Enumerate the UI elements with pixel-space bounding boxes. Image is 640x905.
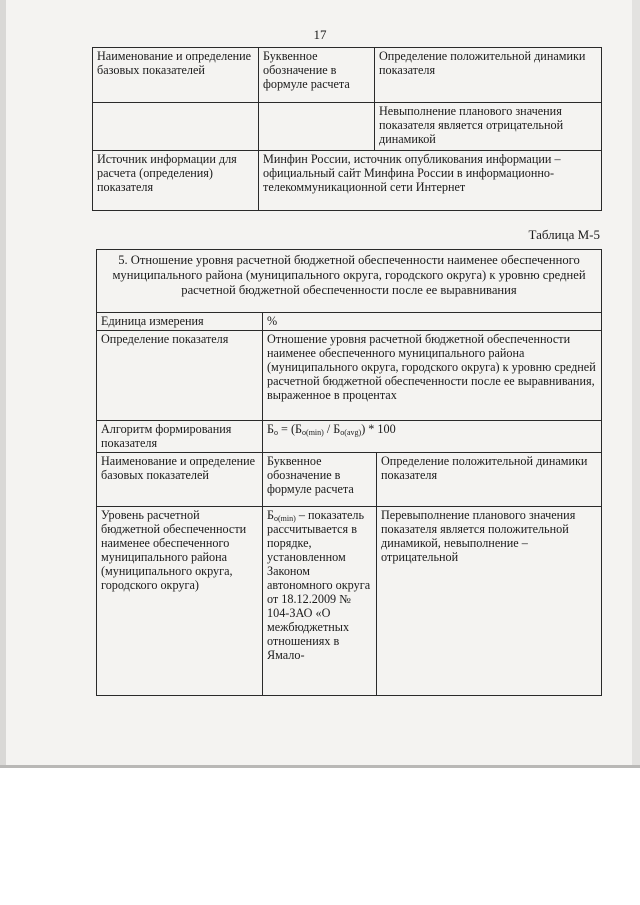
table-header-row xyxy=(93,48,602,103)
symbol-sub: о(min) xyxy=(274,514,296,523)
table-row xyxy=(97,507,602,696)
symbol-letter: Б xyxy=(267,508,274,522)
source-label: Источник информации для расчета (определения) показателя xyxy=(93,151,259,211)
header-cell-dynamics: Определение положительной динамики показателя xyxy=(377,453,602,507)
unit-label: Единица измерения xyxy=(97,313,263,331)
scan-bottom-edge xyxy=(0,765,640,768)
source-value: Минфин России, источник опубликования информации – официальный сайт Минфина России в информационно-телекоммуникационной сети Интернет xyxy=(259,151,602,211)
table-row xyxy=(97,421,602,453)
header-cell-dynamics: Определение положительной динамики показателя xyxy=(375,48,602,103)
unit-value: % xyxy=(263,313,602,331)
formula-eq-open: = (Б xyxy=(278,422,303,436)
indicator-table-m5 xyxy=(96,249,602,696)
scan-left-edge xyxy=(0,0,6,768)
formula-avg-sub: о(avg) xyxy=(340,428,362,437)
table-row xyxy=(97,331,602,421)
table-header-row xyxy=(97,453,602,507)
empty-cell xyxy=(259,103,375,151)
algorithm-label: Алгоритм формирования показателя xyxy=(97,421,263,453)
header-cell-name: Наименование и определение базовых показателей xyxy=(93,48,259,103)
table-row xyxy=(93,103,602,151)
base-indicator-name: Уровень расчетной бюджетной обеспеченности наименее обеспеченного муниципального района (муниципального округа, городского округа) xyxy=(97,507,263,696)
definition-label: Определение показателя xyxy=(97,331,263,421)
base-indicator-symbol xyxy=(263,507,377,696)
scan-right-edge xyxy=(632,0,640,768)
formula-lhs: Б xyxy=(267,422,274,436)
table-row xyxy=(97,313,602,331)
indicator-table-continued xyxy=(92,47,602,211)
formula-div: / Б xyxy=(323,422,341,436)
base-indicator-dynamics: Перевыполнение планового значения показателя является положительной динамикой, невыполнение – отрицательной xyxy=(377,507,602,696)
formula-tail: ) * 100 xyxy=(361,422,396,436)
formula-min-sub: о(min) xyxy=(302,428,324,437)
table-caption: Таблица М-5 xyxy=(528,227,600,242)
header-cell-name: Наименование и определение базовых показателей xyxy=(97,453,263,507)
formula xyxy=(263,421,602,453)
table-title-row xyxy=(97,250,602,313)
symbol-description: – показатель рассчитывается в порядке, установленном Законом автономного округа от 18.12.2009 № 104-ЗАО «О межбюджетных отношениях в Ямало- xyxy=(267,508,371,662)
indicator-title: 5. Отношение уровня расчетной бюджетной обеспеченности наименее обеспеченного муниципального района (муниципального округа, городского округа) к уровню средней расчетной бюджетной обеспеченности после ее выравнивания xyxy=(97,250,602,313)
dynamics-cell: Невыполнение планового значения показателя является отрицательной динамикой xyxy=(375,103,602,151)
page-number: 17 xyxy=(313,27,327,42)
header-cell-symbol: Буквенное обозначение в формуле расчета xyxy=(263,453,377,507)
table-row xyxy=(93,151,602,211)
definition-value: Отношение уровня расчетной бюджетной обеспеченности наименее обеспеченного муниципального района (муниципального округа, городского округа) к уровню средней расчетной бюджетной обеспеченности после ее выравнивания, выраженное в процентах xyxy=(263,331,602,421)
formula-lhs-sub: о xyxy=(274,428,278,437)
header-cell-symbol: Буквенное обозначение в формуле расчета xyxy=(259,48,375,103)
empty-cell xyxy=(93,103,259,151)
